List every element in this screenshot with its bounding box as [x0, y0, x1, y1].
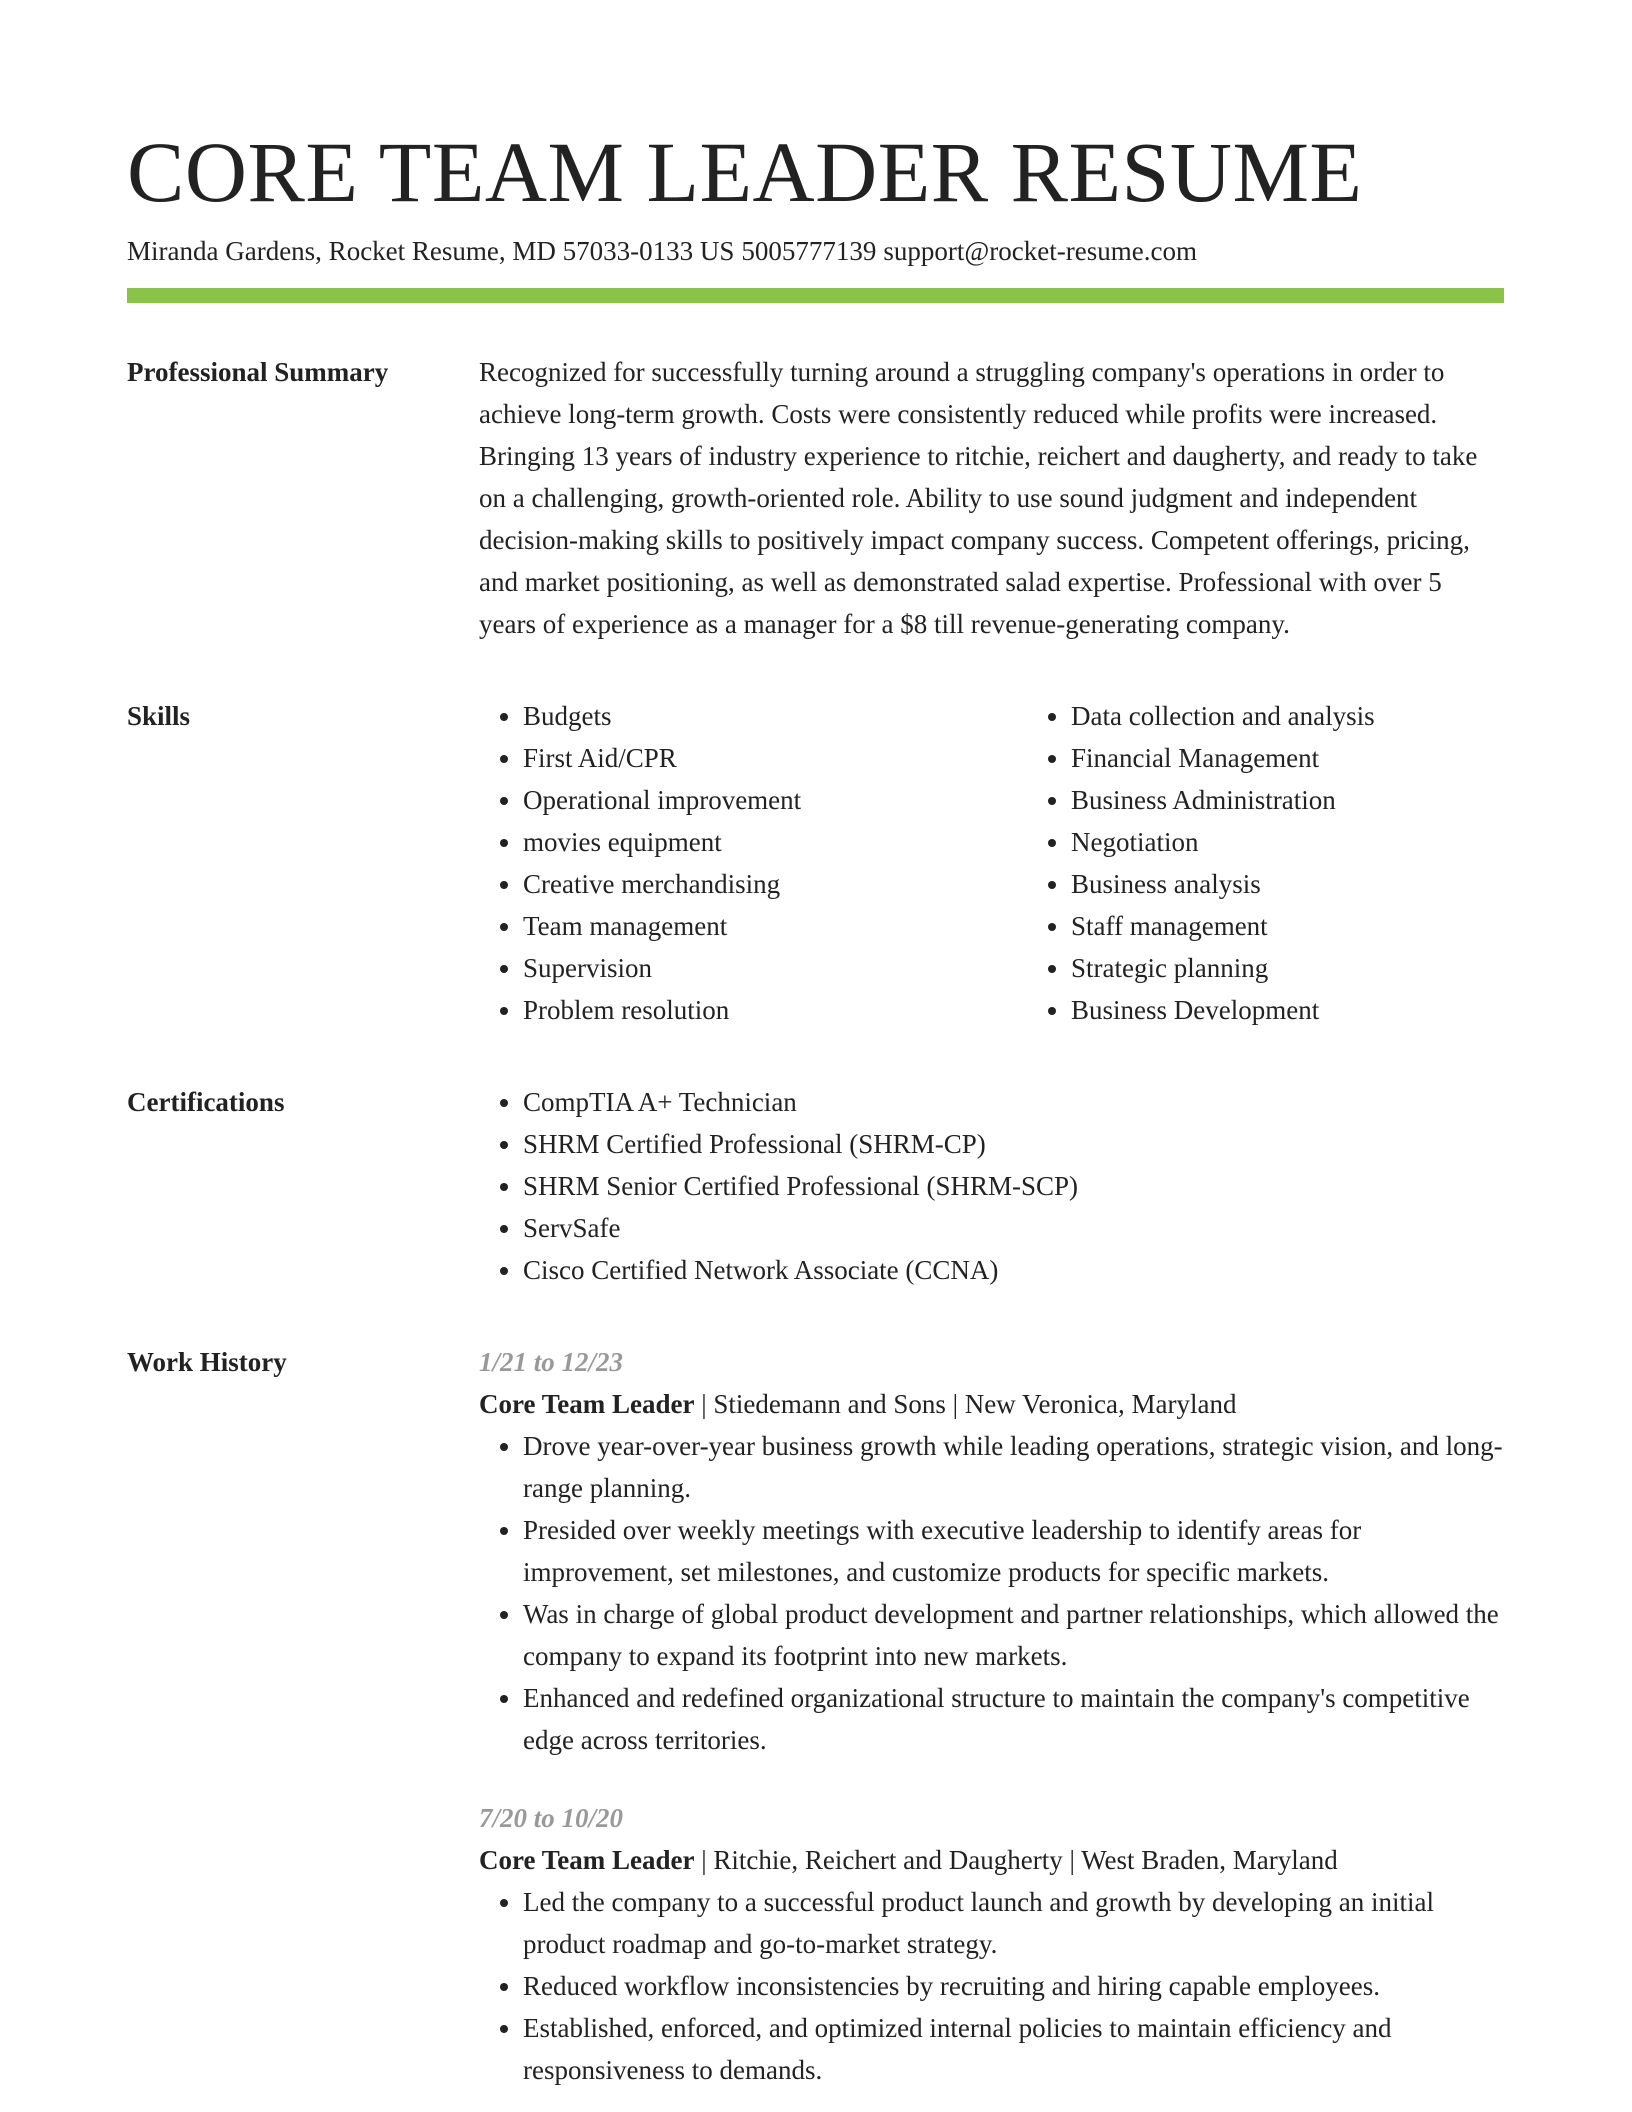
contact-line: [127, 234, 1504, 268]
skills-list-left: [479, 695, 1027, 1031]
job-separator: |: [1069, 1845, 1075, 1875]
summary-heading: Professional Summary: [127, 357, 389, 387]
skills-list-right: [1027, 695, 1504, 1031]
skill-item: • Financial Management: [1071, 737, 1504, 779]
summary-section: [127, 351, 1504, 645]
job-bullet: • Enhanced and redefined organizational structure to maintain the company's competitive edge across territories.: [523, 1677, 1504, 1761]
skills-heading: Skills: [127, 701, 191, 731]
skill-item: • First Aid/CPR: [523, 737, 1027, 779]
skill-item: • Strategic planning: [1071, 947, 1504, 989]
skill-item: • Business Administration: [1071, 779, 1504, 821]
job-bullet: • Drove year-over-year business growth while leading operations, strategic vision, and long-range planning.: [523, 1425, 1504, 1509]
job-bullet: • Established, enforced, and optimized internal policies to maintain efficiency and responsiveness to demands.: [523, 2007, 1504, 2091]
job-bullets: [479, 1881, 1504, 2091]
skill-item: • Business analysis: [1071, 863, 1504, 905]
job-company: Ritchie, Reichert and Daugherty: [713, 1845, 1063, 1875]
job-heading: [479, 1839, 1504, 1881]
resume-title: CORE TEAM LEADER RESUME: [127, 124, 1363, 220]
skill-item: • Problem resolution: [523, 989, 1027, 1031]
contact-address: Miranda Gardens, Rocket Resume, MD 57033-0133 US: [127, 236, 735, 266]
certification-item: • Cisco Certified Network Associate (CCNA): [523, 1249, 1504, 1291]
skill-item: • Creative merchandising: [523, 863, 1027, 905]
contact-phone: 5005777139: [741, 236, 877, 266]
certification-item: • SHRM Certified Professional (SHRM-CP): [523, 1123, 1504, 1165]
summary-text: Recognized for successfully turning around a struggling company's operations in order to achieve long-term growth. Costs were consistently reduced while profits were increased. Bringing 13 years of industry experience to ritchie, reichert and daugherty, and ready to take on a challenging, growth-oriented role. Ability to use sound judgment and independent decision-making skills to positively impact company success. Competent offerings, pricing, and market positioning, as well as demonstrated salad expertise. Professional with over 5 years of experience as a manager for a $8 till revenue-generating company.: [479, 357, 1478, 639]
job-entry: [479, 1797, 1504, 2091]
skills-section: [127, 695, 1504, 1031]
job-location: New Veronica, Maryland: [964, 1389, 1237, 1419]
work-history-section: [127, 1341, 1504, 2091]
job-bullet: • Was in charge of global product development and partner relationships, which allowed the company to expand its footprint into new markets.: [523, 1593, 1504, 1677]
certifications-heading: Certifications: [127, 1087, 285, 1117]
skill-item: • Budgets: [523, 695, 1027, 737]
skill-item: • Team management: [523, 905, 1027, 947]
job-location: West Braden, Maryland: [1081, 1845, 1338, 1875]
skill-item: • Operational improvement: [523, 779, 1027, 821]
job-company: Stiedemann and Sons: [713, 1389, 946, 1419]
job-bullets: [479, 1425, 1504, 1761]
certification-item: • CompTIA A+ Technician: [523, 1081, 1504, 1123]
job-separator: |: [701, 1845, 707, 1875]
job-position: Core Team Leader: [479, 1389, 695, 1419]
skill-item: • Negotiation: [1071, 821, 1504, 863]
job-dates: 7/20 to 10/20: [479, 1803, 624, 1833]
job-entry: [479, 1341, 1504, 1761]
skill-item: • Staff management: [1071, 905, 1504, 947]
skill-item: • Data collection and analysis: [1071, 695, 1504, 737]
job-separator: |: [701, 1389, 707, 1419]
certifications-section: [127, 1081, 1504, 1291]
certifications-list: [479, 1081, 1504, 1291]
certification-item: • ServSafe: [523, 1207, 1504, 1249]
job-position: Core Team Leader: [479, 1845, 695, 1875]
contact-email: support@rocket-resume.com: [883, 236, 1197, 266]
job-bullet: • Led the company to a successful product launch and growth by developing an initial product roadmap and go-to-market strategy.: [523, 1881, 1504, 1965]
certification-item: • SHRM Senior Certified Professional (SHRM-SCP): [523, 1165, 1504, 1207]
job-heading: [479, 1383, 1504, 1425]
job-bullet: • Presided over weekly meetings with executive leadership to identify areas for improvement, set milestones, and customize products for specific markets.: [523, 1509, 1504, 1593]
work-history-heading: Work History: [127, 1347, 287, 1377]
job-separator: |: [952, 1389, 959, 1419]
header-divider: [127, 288, 1504, 303]
job-bullet: • Reduced workflow inconsistencies by recruiting and hiring capable employees.: [523, 1965, 1504, 2007]
skill-item: • movies equipment: [523, 821, 1027, 863]
skill-item: • Business Development: [1071, 989, 1504, 1031]
job-dates: 1/21 to 12/23: [479, 1347, 624, 1377]
skill-item: • Supervision: [523, 947, 1027, 989]
resume-page: [127, 0, 1504, 2091]
